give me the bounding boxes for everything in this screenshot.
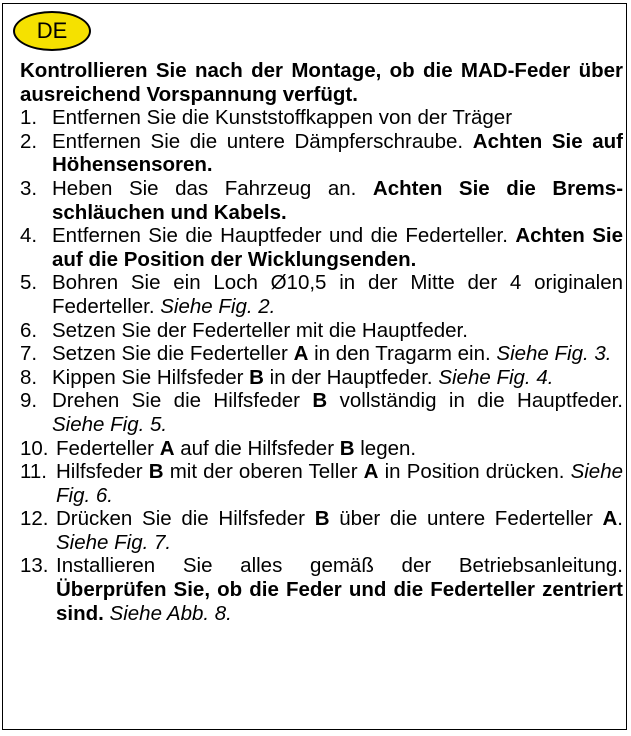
step-text: Kippen Sie Hilfsfeder	[52, 365, 250, 389]
step-text: über die untere Federteller	[329, 507, 603, 531]
figure-reference: Siehe Fig. 2.	[160, 294, 276, 318]
step-text: Setzen Sie die Federteller	[52, 342, 294, 366]
step-number: 9.	[20, 389, 38, 413]
step-item	[20, 366, 623, 390]
step-number: 3.	[20, 176, 38, 200]
step-text: Federteller	[56, 436, 160, 460]
step-text: mit der oberen Teller	[163, 460, 364, 484]
step-item	[20, 342, 623, 366]
step-text: Setzen Sie der Federteller mit die Hauptfeder.	[52, 318, 468, 342]
step-emphasis: Überprüfen Sie, ob die Feder und die Federteller zentriert sind.	[56, 578, 623, 625]
instructions	[20, 59, 623, 625]
step-emphasis: B	[249, 365, 264, 389]
step-text: vollständig in die Hauptfeder.	[327, 389, 624, 413]
figure-reference: Siehe Fig. 4.	[438, 365, 554, 389]
figure-reference: Siehe Fig. 7.	[56, 530, 172, 554]
step-emphasis: A	[293, 342, 309, 366]
step-number: 8.	[20, 365, 38, 389]
figure-reference: Siehe Fig. 6.	[56, 460, 624, 507]
step-item	[20, 437, 623, 461]
step-number: 10.	[20, 436, 49, 460]
step-item	[20, 319, 623, 343]
step-emphasis: A	[363, 460, 379, 484]
step-number: 13.	[20, 554, 49, 578]
step-text: Bohren Sie ein Loch Ø10,5 in der Mitte der 4 originalen Federteller.	[52, 271, 623, 318]
step-emphasis: A	[159, 436, 175, 460]
step-item	[20, 507, 623, 554]
language-badge: DE	[13, 11, 91, 51]
step-number: 5.	[20, 271, 38, 295]
step-text: Entfernen Sie die Kunststoffkappen von der Träger	[52, 106, 513, 130]
step-item	[20, 130, 623, 177]
step-text: Entfernen Sie die Hauptfeder und die Federteller.	[52, 224, 516, 248]
steps-list	[20, 106, 623, 625]
step-item	[20, 460, 623, 507]
step-number: 1.	[20, 106, 38, 130]
step-number: 7.	[20, 342, 38, 366]
step-item	[20, 106, 623, 130]
step-emphasis: B	[314, 507, 330, 531]
figure-reference: Siehe Fig. 5.	[52, 412, 168, 436]
step-item	[20, 389, 623, 436]
figure-reference: Siehe Abb. 8.	[109, 601, 232, 625]
step-number: 4.	[20, 224, 38, 248]
step-emphasis: Achten Sie die Bremsschläuchen und Kabels.	[52, 176, 624, 224]
step-number: 2.	[20, 129, 38, 153]
step-text: in Position drücken.	[378, 460, 571, 484]
step-item	[20, 554, 623, 625]
step-emphasis: A	[602, 507, 618, 531]
step-item	[20, 271, 623, 318]
step-item	[20, 224, 623, 271]
step-text: Heben Sie das Fahrzeug an.	[52, 176, 373, 200]
step-text: Drehen Sie die Hilfsfeder	[52, 389, 313, 413]
figure-reference: Siehe Fig. 3.	[496, 342, 612, 366]
intro-text: Kontrollieren Sie nach der Montage, ob die MAD-Feder über ausreichend Vorspannung verfügt.	[20, 59, 623, 106]
step-emphasis: Achten Sie auf Höhensensoren.	[52, 129, 624, 177]
step-emphasis: B	[148, 460, 164, 484]
step-text: Drücken Sie die Hilfsfeder	[56, 507, 315, 531]
step-text: auf die Hilfsfeder	[174, 436, 340, 460]
step-text: in der Hauptfeder.	[263, 365, 439, 389]
step-text: Entfernen Sie die untere Dämpferschraube.	[52, 129, 473, 153]
step-emphasis: B	[339, 436, 355, 460]
step-item	[20, 177, 623, 224]
step-number: 11.	[20, 460, 47, 484]
step-text: legen.	[354, 436, 417, 460]
step-number: 6.	[20, 318, 38, 342]
step-text: in den Tragarm ein.	[308, 342, 497, 366]
step-text: Installieren Sie alles gemäß der Betriebsanleitung.	[56, 554, 623, 578]
step-emphasis: B	[312, 389, 328, 413]
step-emphasis: Achten Sie auf die Position der Wicklungsenden.	[52, 224, 623, 271]
step-text: Hilfsfeder	[56, 460, 149, 484]
step-number: 12.	[20, 507, 49, 531]
step-text: .	[617, 507, 623, 531]
